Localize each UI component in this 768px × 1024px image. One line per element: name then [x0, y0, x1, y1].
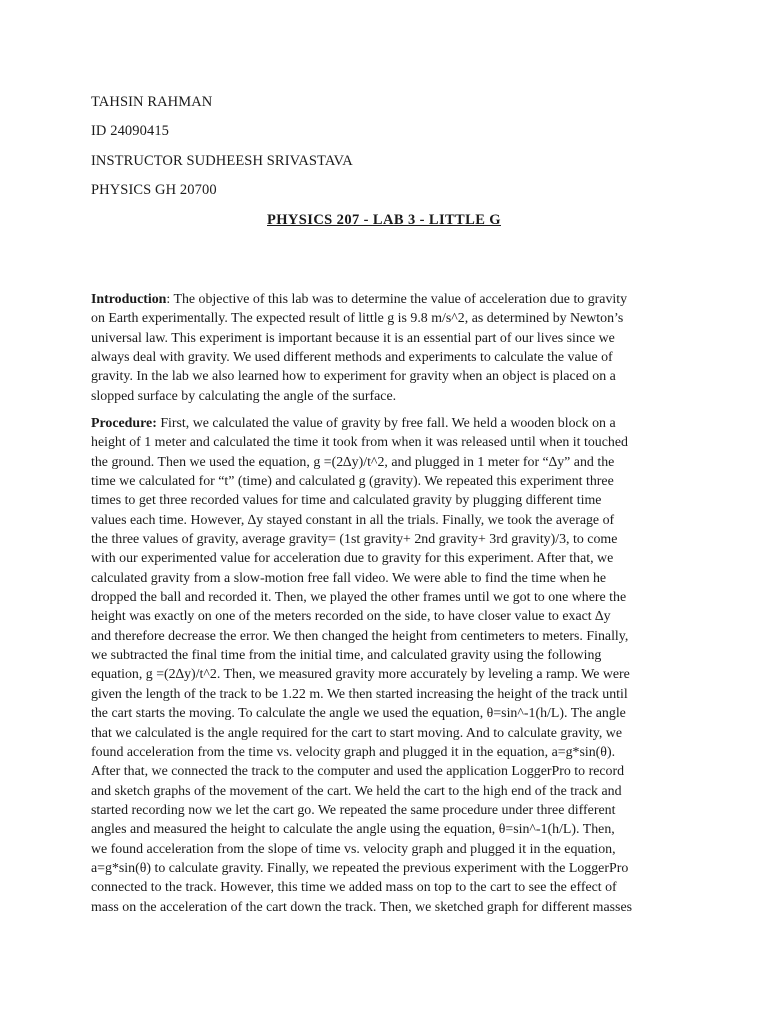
procedure-text-line: given the length of the track to be 1.22 m. We then started increasing the height of the track until: [91, 686, 628, 702]
procedure-text-line: the cart starts the moving. To calculate the angle we used the equation, θ=sin^-1(h/L). The angle: [91, 706, 626, 722]
introduction-text-line: on Earth experimentally. The expected result of little g is 9.8 m/s^2, as determined by Newton’s: [91, 311, 624, 327]
procedure-text-line: started recording now we let the cart go. We repeated the same procedure under three different: [91, 802, 616, 818]
introduction-text-line: gravity. In the lab we also learned how to experiment for gravity when an object is placed on a: [91, 369, 616, 385]
introduction-text-line: : The objective of this lab was to determine the value of acceleration due to gravity: [166, 292, 628, 307]
course-code: PHYSICS GH 20700: [91, 182, 217, 198]
procedure-paragraph: [91, 414, 691, 917]
introduction-line-1: [91, 290, 691, 309]
procedure-text-line: After that, we connected the track to the computer and used the application LoggerPro to record: [91, 764, 625, 780]
instructor-name: INSTRUCTOR SUDHEESH SRIVASTAVA: [91, 153, 353, 169]
procedure-text-line: height of 1 meter and calculated the time it took from when it was released until when it touched: [91, 435, 628, 451]
procedure-text-line: the three values of gravity, average gravity= (1st gravity+ 2nd gravity+ 3rd gravity)/3, to come: [91, 532, 618, 548]
procedure-text-line: found acceleration from the time vs. velocity graph and plugged it in the equation, a=g*sin(θ).: [91, 744, 616, 760]
procedure-text-line: mass on the acceleration of the cart down the track. Then, we sketched graph for different masses: [91, 899, 633, 915]
procedure-text-line: height was exactly on one of the meters recorded on the side, to have closer value to exact ∆y: [91, 609, 611, 625]
procedure-text-line: a=g*sin(θ) to calculate gravity. Finally, we repeated the previous experiment with the LoggerPro: [91, 860, 629, 876]
procedure-text-line: that we calculated is the angle required for the cart to start moving. And to calculate gravity, we: [91, 725, 622, 741]
procedure-text-line: values each time. However, ∆y stayed constant in all the trials. Finally, we took the average of: [91, 512, 615, 528]
procedure-text-line: we subtracted the final time from the initial time, and calculated gravity using the following: [91, 648, 602, 664]
procedure-text-line: and sketch graphs of the movement of the cart. We held the cart to the high end of the track and: [91, 783, 622, 799]
introduction-text-line: slopped surface by calculating the angle of the surface.: [91, 388, 397, 404]
procedure-text-line: angles and measured the height to calculate the angle using the equation, θ=sin^-1(h/L). Then,: [91, 822, 615, 838]
procedure-heading: Procedure:: [91, 416, 157, 431]
lab-title: PHYSICS 207 - LAB 3 - LITTLE G: [267, 212, 501, 228]
introduction-paragraph: [91, 290, 691, 406]
procedure-text-line: we found acceleration from the slope of time vs. velocity graph and plugged it in the equation,: [91, 841, 616, 857]
procedure-text-line: time we calculated for “t” (time) and calculated g (gravity). We repeated this experiment three: [91, 474, 614, 490]
introduction-text-line: always deal with gravity. We used different methods and experiments to calculate the value of: [91, 350, 613, 366]
student-name: TAHSIN RAHMAN: [91, 94, 213, 110]
introduction-heading: Introduction: [91, 292, 167, 307]
procedure-line-1: [91, 414, 691, 433]
procedure-text-line: with our experimented value for acceleration due to gravity for this experiment. After that, we: [91, 551, 614, 567]
procedure-text-line: dropped the ball and recorded it. Then, we played the other frames until we got to one where the: [91, 590, 627, 606]
procedure-text-line: the ground. Then we used the equation, g =(2∆y)/t^2, and plugged in 1 meter for “∆y” and the: [91, 454, 615, 470]
procedure-text-line: and therefore decrease the error. We then changed the height from centimeters to meters. Finally,: [91, 628, 629, 644]
procedure-text-line: times to get three recorded values for time and calculated gravity by plugging different time: [91, 493, 602, 509]
procedure-text-line: calculated gravity from a slow-motion free fall video. We were able to find the time when he: [91, 570, 607, 586]
introduction-text-line: universal law. This experiment is important because it is an essential part of our lives since we: [91, 330, 615, 346]
procedure-text-line: equation, g =(2∆y)/t^2. Then, we measured gravity more accurately by leveling a ramp. We were: [91, 667, 630, 683]
procedure-text-line: First, we calculated the value of gravity by free fall. We held a wooden block on a: [156, 416, 616, 431]
procedure-text-line: connected to the track. However, this time we added mass on top to the cart to see the effect of: [91, 880, 617, 896]
student-id: ID 24090415: [91, 123, 170, 139]
